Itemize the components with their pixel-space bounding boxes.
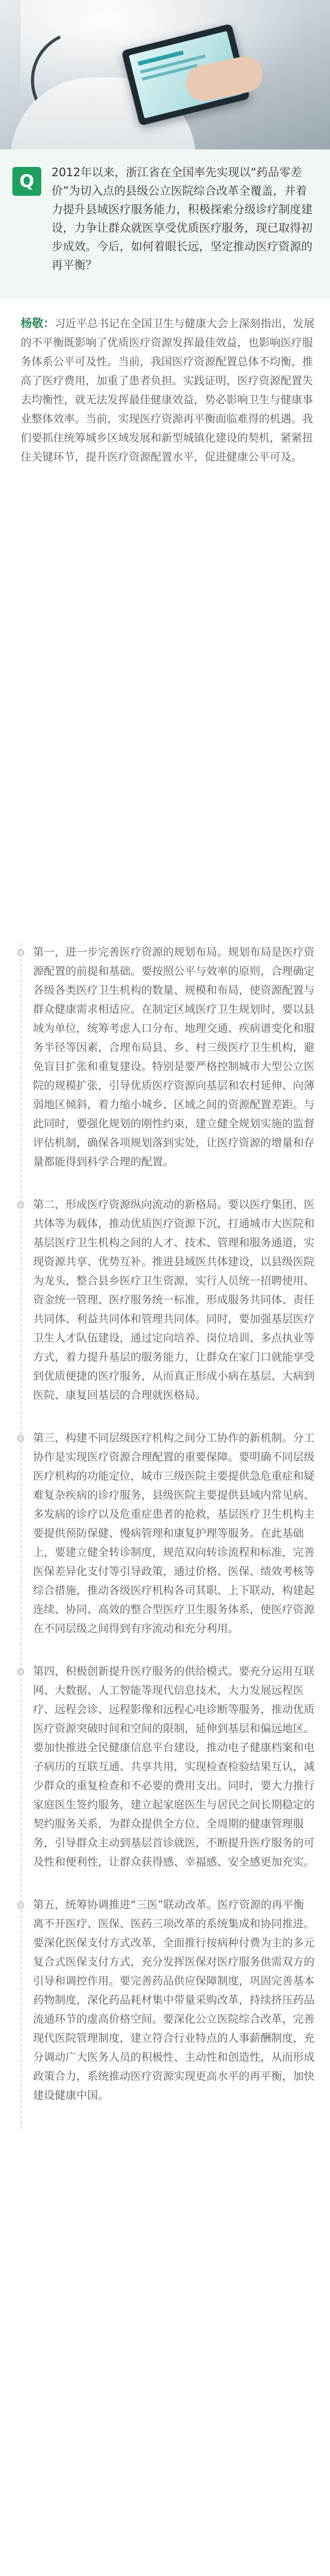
point-text: 第二，形成医疗资源纵向流动的新格局。要以医疗集团、医共体等为载体，推动优质医疗资源下沉，打通城市大医院和基层医疗卫生机构之间的人才、技术、管理和服务通道，实现资源共享、优势互补。推进县域医共体建设，以县级医院为龙头，整合县乡医疗卫生资源，实行人员统一招聘使用、资金统一管理、医疗服务统一标准，形成服务共同体、责任共同体、利益共同体和管理共同体。同时，要加强基层医疗卫生人才队伍建设，通过定向培养、岗位培训、多点执业等方式，着力提升基层的服务能力，让群众在家门口就能享受到优质便捷的医疗服务，从而真正形成小病在基层、大病到医院、康复回基层的合理就医格局。 — [33, 1198, 315, 1401]
point-text: 第五，统筹协调推进“三医”联动改革。医疗资源的再平衡离不开医疗、医保、医药三项改革的系统集成和协同推进。要深化医保支付方式改革，全面推行按病种付费为主的多元复合式医保支付方式，充分发挥医保对医疗服务供需双方的引导和调控作用。要完善药品供应保障制度，巩固完善基本药物制度，深化药品耗材集中带量采购改革，持续挤压药品流通环节的虚高价格空间。要深化公立医院综合改革，完善现代医院管理制度，建立符合行业特点的人事薪酬制度，充分调动广大医务人员的积极性、主动性和创造性，从而形成政策合力，系统推动医疗资源实现更高水平的再平衡，加快建设健康中国。 — [33, 1899, 315, 2102]
point-item — [33, 1429, 315, 1638]
point-text: 第一，进一步完善医疗资源的规划布局。规划布局是医疗资源配置的前提和基础。要按照公平与效率的原则，合理确定各级各类医疗卫生机构的数量、规模和布局，使资源配置与群众健康需求相适应。在制定区域医疗卫生规划时，要以县域为单位，统筹考虑人口分布、地理交通、疾病谱变化和服务半径等因素，合理布局县、乡、村三级医疗卫生机构，避免盲目扩张和重复建设。特别是要严格控制城市大型公立医院的规模扩张，引导优质医疗资源向基层和农村延伸、向薄弱地区倾斜，着力缩小城乡、区域之间的资源配置差距。与此同时，要强化规划的刚性约束，建立健全规划实施的监督评估机制，确保各项规划落到实处，让医疗资源的增量和存量都能得到科学合理的配置。 — [33, 946, 315, 1168]
timeline-dot-icon — [17, 1435, 24, 1442]
point-text: 第三，构建不同层级医疗机构之间分工协作的新机制。分工协作是实现医疗资源合理配置的重要保障。要明确不同层级医疗机构的功能定位，城市三级医院主要提供急危重症和疑难复杂疾病的诊疗服务，县级医院主要提供县域内常见病、多发病的诊疗以及危重症患者的抢救，基层医疗卫生机构主要提供预防保健、慢病管理和康复护理等服务。在此基础上，要建立健全转诊制度，规范双向转诊流程和标准，完善医保差异化支付等引导政策，通过价格、医保、绩效考核等综合措施，推动各级医疗机构各司其职、上下联动，构建起连续、协同、高效的整合型医疗卫生服务体系，使医疗资源在不同层级之间得到有序流动和充分利用。 — [33, 1432, 315, 1635]
question-badge: Q — [12, 167, 41, 196]
hero-image — [0, 0, 330, 149]
point-item — [33, 1895, 315, 2105]
points-timeline — [21, 943, 315, 2129]
question-block — [0, 149, 330, 299]
point-item — [33, 1662, 315, 1872]
timeline-dot-icon — [17, 1902, 24, 1909]
speaker-name: 杨敬： — [21, 317, 55, 330]
point-text: 第四，积极创新提升医疗服务的供给模式。要充分运用互联网、大数据、人工智能等现代信息技术，大力发展远程医疗、远程会诊、远程影像和远程心电诊断等服务，推动优质医疗资源突破时间和空间的限制，延伸到基层和偏远地区。要加快推进全民健康信息平台建设，推动电子健康档案和电子病历的互联互通、共享共用，实现检查检验结果互认，减少群众的重复检查和不必要的费用支出。同时，要大力推行家庭医生签约服务，建立起家庭医生与居民之间长期稳定的契约服务关系，为群众提供全方位、全周期的健康管理服务，引导群众主动到基层首诊就医，不断提升医疗服务的可及性和便利性，让群众获得感、幸福感、安全感更加充实。 — [33, 1665, 315, 1868]
answer-paragraph — [21, 314, 315, 467]
timeline-dot-icon — [17, 1201, 24, 1209]
timeline-dot-icon — [17, 1668, 24, 1675]
point-item — [33, 1195, 315, 1405]
question-text: 2012年以来，浙江省在全国率先实现以“药品零差价”为切入点的县级公立医院综合改革全覆盖，并着力提升县域医疗服务能力，积极探索分级诊疗制度建设，力争让群众就医享受优质医疗服务，现已取得初步成效。今后，如何着眼长远，坚定推动医疗资源的再平衡？ — [52, 166, 313, 272]
point-item — [33, 943, 315, 1172]
timeline-dot-icon — [17, 949, 24, 956]
answer-intro — [21, 314, 315, 480]
answer-paragraph-text: 习近平总书记在全国卫生与健康大会上深刻指出，发展的不平衡既影响了优质医疗资源发挥最佳效益，也影响医疗服务体系公平可及性。当前，我国医疗资源配置总体不均衡，推高了医疗费用，加重了患者负担。实践证明，医疗资源配置失去均衡性，就无法发挥最佳健康效益，势必影响卫生与健康事业整体效率。当前，实现医疗资源再平衡面临难得的机遇。我们要抓住统筹城乡区域发展和新型城镇化建设的契机，紧紧扭住关键环节，提升医疗资源配置水平，促进健康公平可及。 — [21, 317, 315, 463]
